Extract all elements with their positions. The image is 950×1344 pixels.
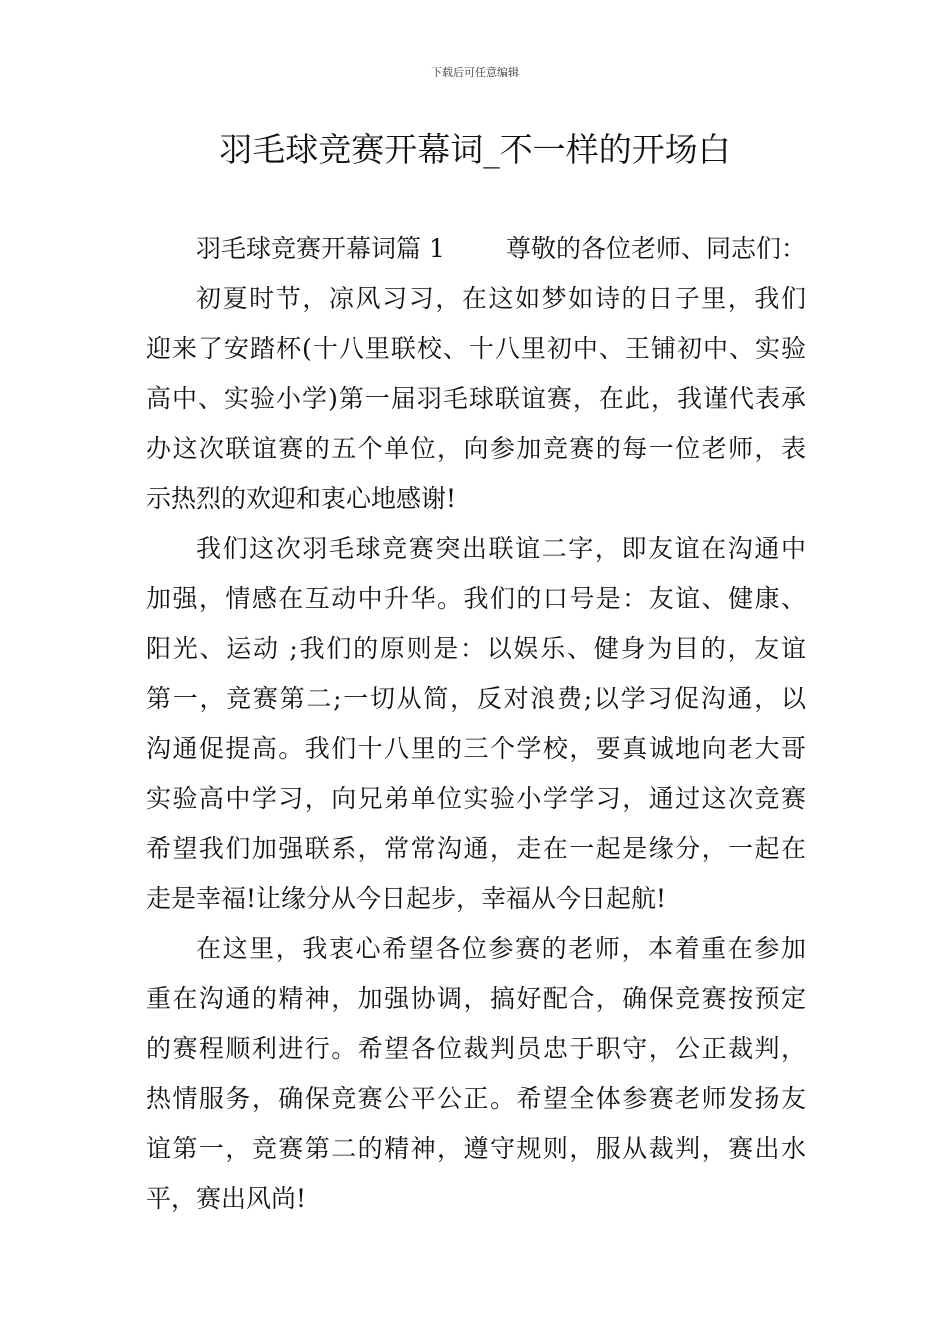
paragraph-line: 希望我们加强联系，常常沟通，走在一起是缘分，一起在 bbox=[146, 834, 806, 863]
paragraph-line: 阳光、运动 ;我们的原则是：以娱乐、健身为目的，友谊 bbox=[146, 634, 806, 663]
salutation: 尊敬的各位老师、同志们： bbox=[505, 234, 806, 263]
paragraph-line: 示热烈的欢迎和衷心地感谢! bbox=[146, 484, 457, 513]
paragraph-line: 第一，竞赛第二;一切从简，反对浪费;以学习促沟通，以 bbox=[146, 684, 806, 713]
paragraph-line: 的赛程顺利进行。希望各位裁判员忠于职守，公正裁判， bbox=[146, 1034, 806, 1063]
paragraph-line: 我们这次羽毛球竞赛突出联谊二字，即友谊在沟通中 bbox=[196, 534, 806, 563]
paragraph-line: 迎来了安踏杯(十八里联校、十八里初中、王铺初中、实验 bbox=[146, 334, 806, 363]
paragraph-line: 走是幸福!让缘分从今日起步，幸福从今日起航! bbox=[146, 884, 667, 913]
paragraph-line: 办这次联谊赛的五个单位，向参加竞赛的每一位老师，表 bbox=[146, 434, 806, 463]
document-title: 羽毛球竞赛开幕词_不一样的开场白 bbox=[219, 130, 731, 169]
paragraph-line: 沟通促提高。我们十八里的三个学校，要真诚地向老大哥 bbox=[146, 734, 806, 763]
paragraph-line: 平，赛出风尚! bbox=[146, 1184, 307, 1213]
document-body bbox=[146, 224, 806, 1224]
paragraph-3 bbox=[146, 924, 806, 1224]
paragraph-line: 在这里，我衷心希望各位参赛的老师，本着重在参加 bbox=[196, 934, 806, 963]
section-label: 羽毛球竞赛开幕词篇 1 bbox=[196, 234, 445, 263]
paragraph-2 bbox=[146, 524, 806, 924]
paragraph-line: 高中、实验小学)第一届羽毛球联谊赛，在此，我谨代表承 bbox=[146, 384, 806, 413]
paragraph-line: 初夏时节，凉风习习，在这如梦如诗的日子里，我们 bbox=[196, 284, 806, 313]
paragraph-line: 加强，情感在互动中升华。我们的口号是：友谊、健康、 bbox=[146, 584, 806, 613]
paragraph-line: 热情服务，确保竞赛公平公正。希望全体参赛老师发扬友 bbox=[146, 1084, 806, 1113]
paragraph-line: 重在沟通的精神，加强协调，搞好配合，确保竞赛按预定 bbox=[146, 984, 806, 1013]
paragraph-1 bbox=[146, 274, 806, 524]
header-note: 下载后可任意编辑 bbox=[431, 66, 519, 79]
intro-line bbox=[146, 224, 806, 274]
paragraph-line: 谊第一，竞赛第二的精神，遵守规则，服从裁判，赛出水 bbox=[146, 1134, 806, 1163]
paragraph-line: 实验高中学习，向兄弟单位实验小学学习，通过这次竞赛 bbox=[146, 784, 806, 813]
